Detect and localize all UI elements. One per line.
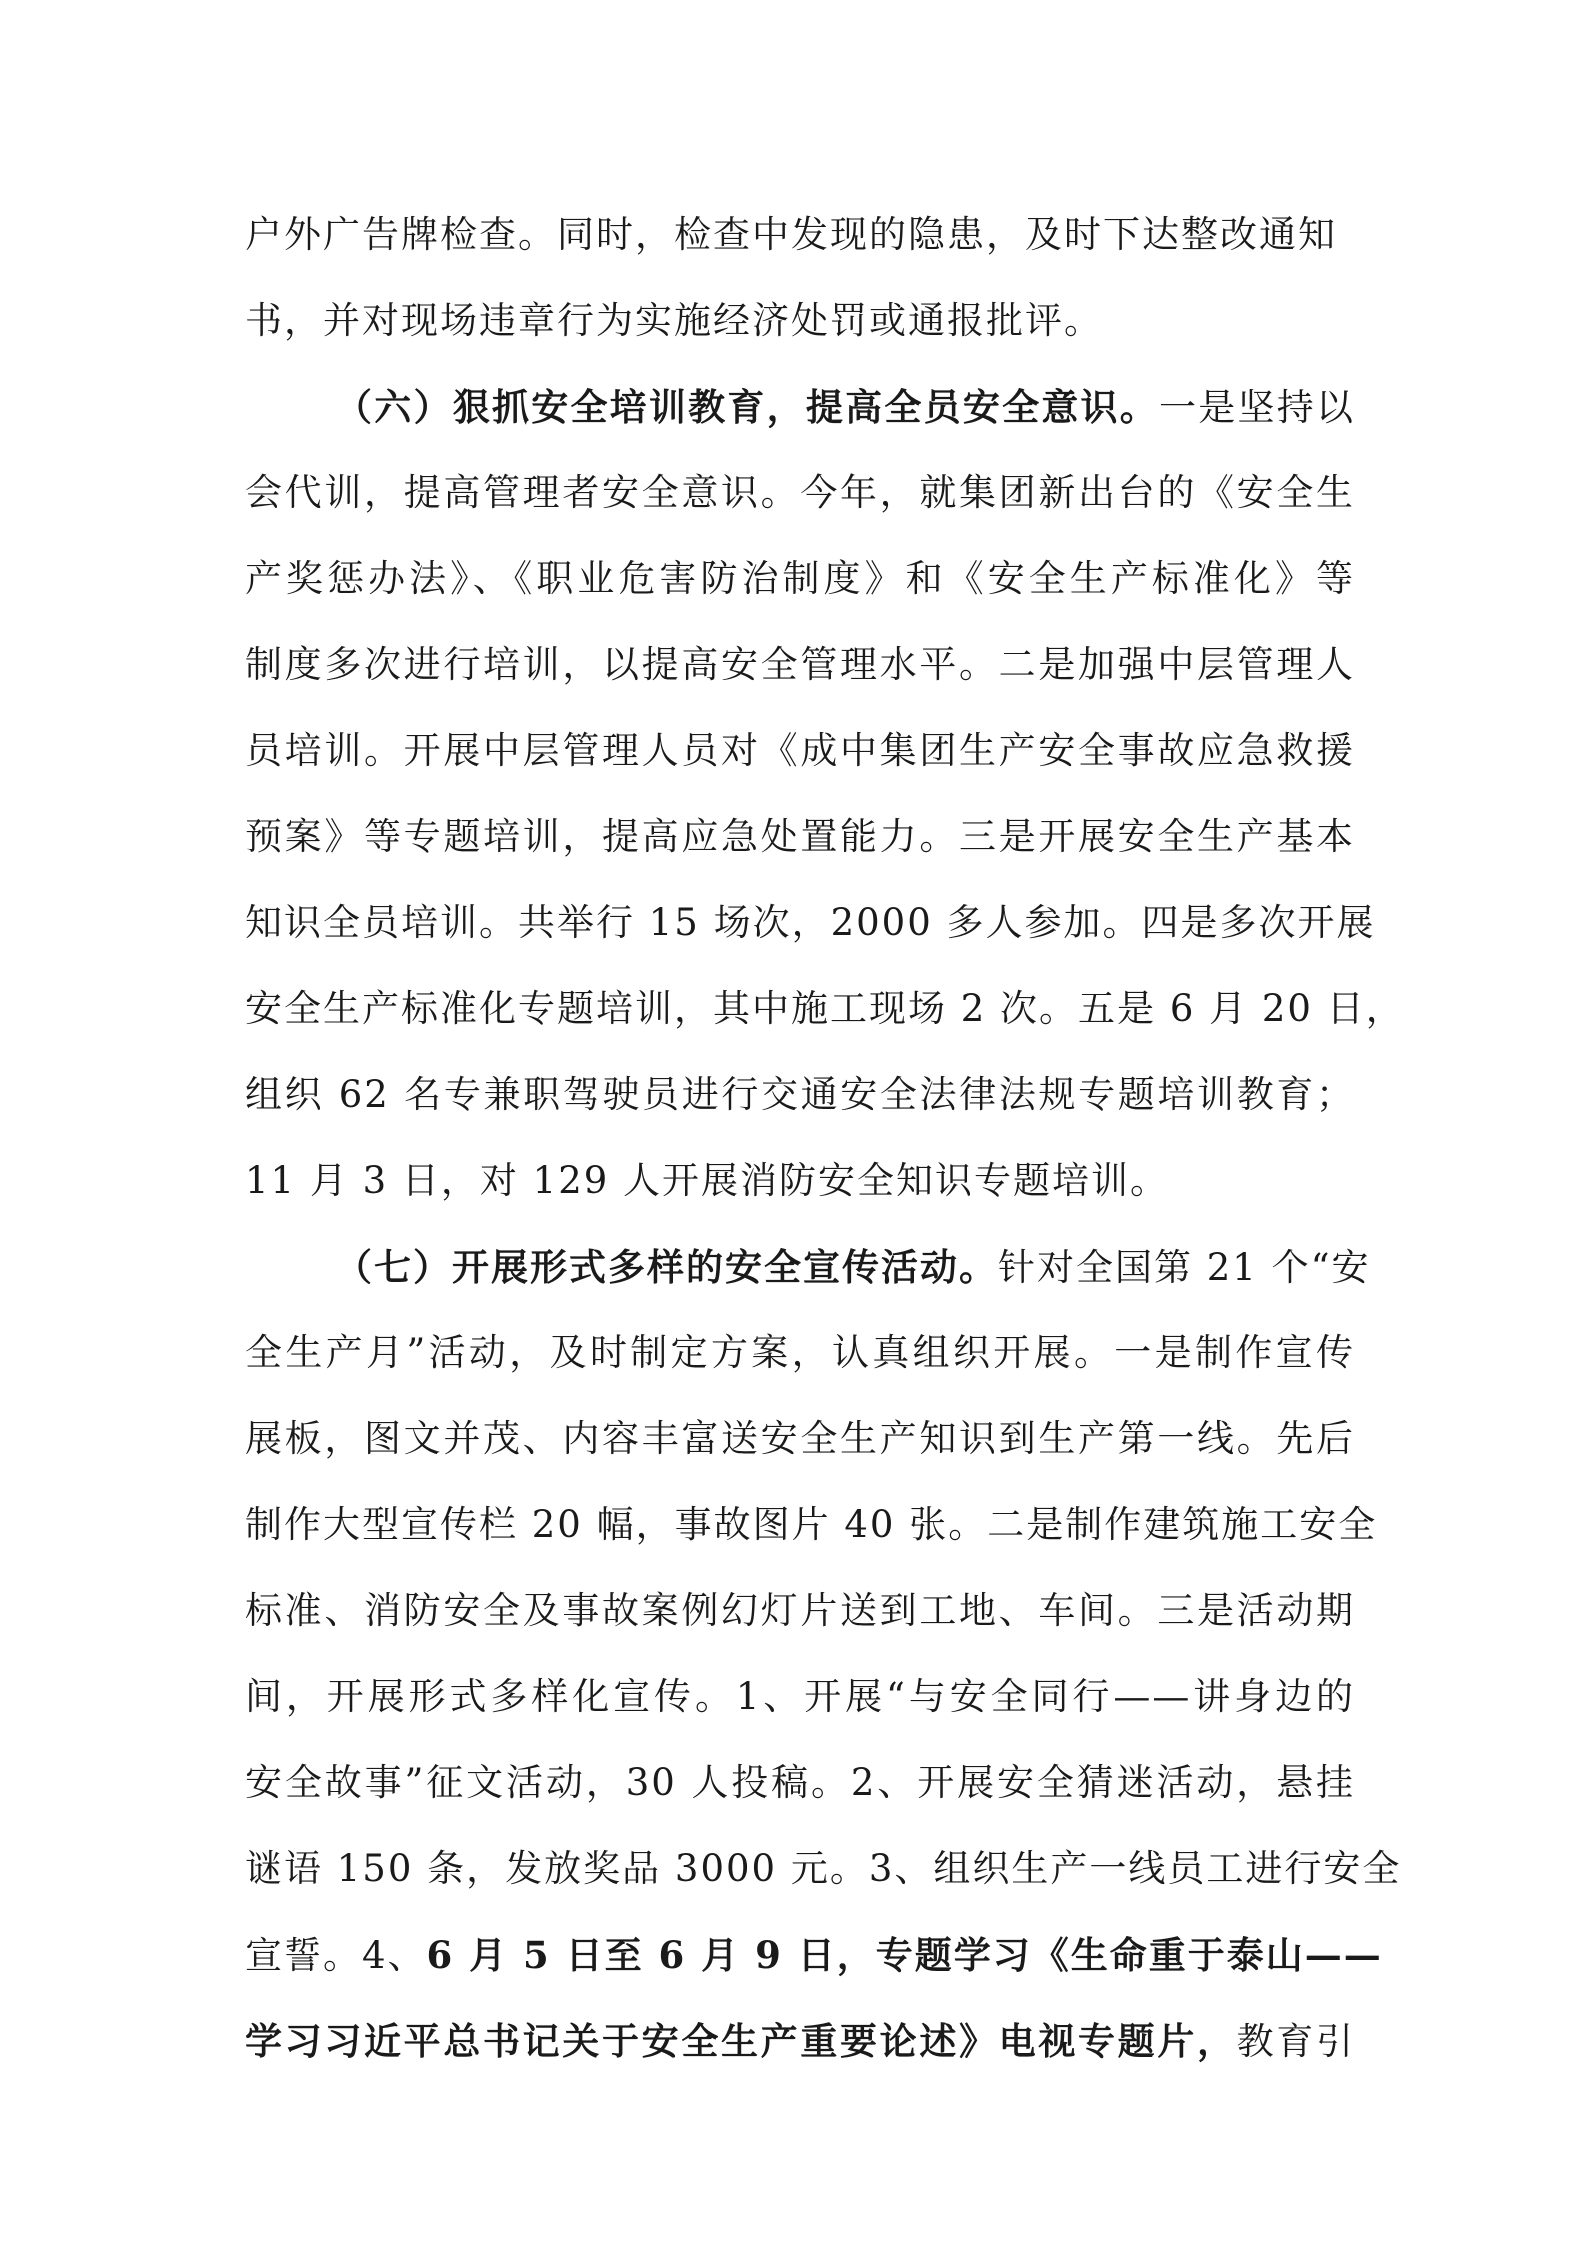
text-line: 制作大型宣传栏 20 幅，事故图片 40 张。二是制作建筑施工安全 [245, 1503, 1378, 1546]
text-line: 户外广告牌检查。同时，检查中发现的隐患，及时下达整改通知 [245, 213, 1337, 256]
text-line: 制度多次进行培训，以提高安全管理水平。二是加强中层管理人 [245, 643, 1355, 686]
text-span: 宣誓。4、 [245, 1934, 427, 1977]
section-6-heading: （六）狠抓安全培训教育，提高全员安全意识。 [335, 385, 1160, 429]
text-line: 会代训，提高管理者安全意识。今年，就集团新出台的《安全生 [245, 471, 1355, 514]
text-line: 标准、消防安全及事故案例幻灯片送到工地、车间。三是活动期 [245, 1589, 1355, 1632]
section-7-heading: （七）开展形式多样的安全宣传活动。 [335, 1245, 998, 1289]
text-line: 谜语 150 条，发放奖品 3000 元。3、组织生产一线员工进行安全 [245, 1847, 1402, 1890]
text-line: 员培训。开展中层管理人员对《成中集团生产安全事故应急救援 [245, 729, 1355, 772]
text-line: 展板，图文并茂、内容丰富送安全生产知识到生产第一线。先后 [245, 1417, 1355, 1460]
text-line: 安全故事”征文活动，30 人投稿。2、开展安全猜迷活动，悬挂 [245, 1761, 1355, 1804]
bold-text-span: 6 月 5 日至 6 月 9 日，专题学习《生命重于泰山—— [426, 1933, 1383, 1977]
text-span: 教育引 [1236, 2020, 1356, 2063]
section-6-lead: 一是坚持以 [1159, 386, 1356, 429]
text-line [245, 1912, 1383, 1998]
bold-text-span: 学习习近平总书记关于安全生产重要论述》电视专题片， [245, 2019, 1237, 2063]
text-line: 知识全员培训。共举行 15 场次，2000 多人参加。四是多次开展 [245, 901, 1376, 944]
text-line: 全生产月”活动，及时制定方案，认真组织开展。一是制作宣传 [245, 1331, 1355, 1374]
text-line: 组织 62 名专兼职驾驶员进行交通安全法律法规专题培训教育； [245, 1073, 1355, 1116]
section-6-first-line [335, 364, 1355, 450]
text-line: 间，开展形式多样化宣传。1、开展“与安全同行——讲身边的 [245, 1675, 1355, 1718]
text-line [245, 1998, 1355, 2084]
text-line: 11 月 3 日，对 129 人开展消防安全知识专题培训。 [245, 1159, 1170, 1202]
section-7-lead: 针对全国第 21 个“安 [998, 1246, 1371, 1289]
section-7-first-line [335, 1224, 1371, 1310]
text-line: 预案》等专题培训，提高应急处置能力。三是开展安全生产基本 [245, 815, 1355, 858]
text-line: 安全生产标准化专题培训，其中施工现场 2 次。五是 6 月 20 日， [245, 987, 1405, 1030]
text-line: 书，并对现场违章行为实施经济处罚或通报批评。 [245, 299, 1103, 342]
text-line: 产奖惩办法》、《职业危害防治制度》和《安全生产标准化》等 [245, 557, 1355, 600]
